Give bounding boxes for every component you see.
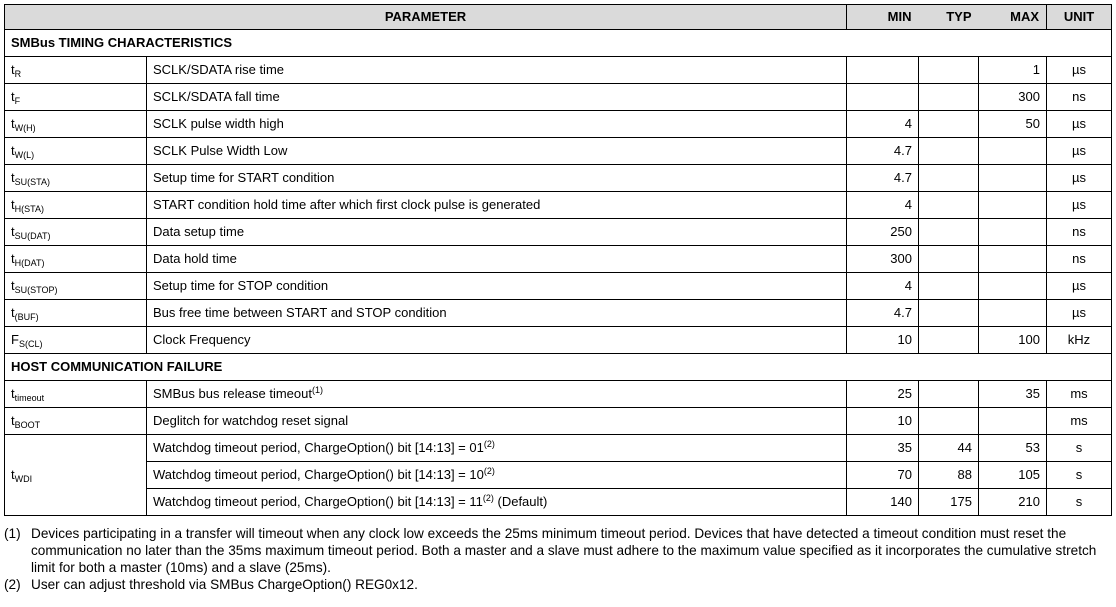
param-description — [147, 462, 847, 489]
footnote-ref: (2) — [482, 493, 494, 503]
symbol-base: t — [11, 413, 15, 428]
value-unit: ns — [1047, 84, 1112, 111]
description-text: Watchdog timeout period, ChargeOption() bit [14:13] = 10 — [153, 467, 484, 482]
footnote-text: Devices participating in a transfer will timeout when any clock low exceeds the 25ms minimum timeout period. Devices that have detected a timeout condition must reset the communication no later than the 35ms maximum timeout period. Both a master and a slave must adhere to the maximum value specified as it incorporates the cumulative stretch limit for both a master (10ms) and a slave (25ms). — [31, 526, 1097, 575]
param-symbol — [5, 300, 147, 327]
value-typ — [919, 273, 979, 300]
value-max — [979, 273, 1047, 300]
value-unit: µs — [1047, 300, 1112, 327]
description-text: Clock Frequency — [153, 332, 251, 347]
footnote-ref: (2) — [483, 466, 495, 476]
value-max: 210 — [979, 489, 1047, 516]
symbol-subscript: SU(STOP) — [14, 285, 58, 295]
table-row — [5, 192, 1112, 219]
symbol-base: t — [11, 386, 15, 401]
footnote-2 — [4, 576, 1112, 593]
param-symbol — [5, 219, 147, 246]
param-symbol — [5, 435, 147, 516]
param-symbol — [5, 138, 147, 165]
value-typ: 88 — [919, 462, 979, 489]
footnote-1 — [4, 525, 1112, 576]
value-unit: µs — [1047, 57, 1112, 84]
symbol-subscript: BOOT — [14, 420, 41, 430]
value-unit: ms — [1047, 381, 1112, 408]
footnotes — [4, 525, 1112, 593]
table-row — [5, 84, 1112, 111]
value-typ — [919, 138, 979, 165]
symbol-base: t — [11, 143, 15, 158]
param-symbol — [5, 192, 147, 219]
value-min: 70 — [847, 462, 919, 489]
value-unit: s — [1047, 435, 1112, 462]
description-text: Deglitch for watchdog reset signal — [153, 413, 349, 428]
description-text: START condition hold time after which first clock pulse is generated — [153, 197, 541, 212]
section-title: HOST COMMUNICATION FAILURE — [5, 354, 1112, 381]
symbol-base: t — [11, 116, 15, 131]
footnote-ref: (1) — [311, 385, 323, 395]
description-text: SMBus bus release timeout — [153, 386, 312, 401]
value-max: 105 — [979, 462, 1047, 489]
value-min: 4 — [847, 111, 919, 138]
symbol-subscript: S(CL) — [18, 339, 43, 349]
value-min: 4 — [847, 273, 919, 300]
value-unit: µs — [1047, 192, 1112, 219]
value-unit: kHz — [1047, 327, 1112, 354]
description-text: Watchdog timeout period, ChargeOption() bit [14:13] = 01 — [153, 440, 484, 455]
header-unit: UNIT — [1047, 5, 1112, 30]
symbol-subscript: SU(DAT) — [14, 231, 51, 241]
param-description — [147, 111, 847, 138]
value-max — [979, 192, 1047, 219]
table-row — [5, 489, 1112, 516]
section-header-row — [5, 30, 1112, 57]
table-row — [5, 408, 1112, 435]
table-row — [5, 246, 1112, 273]
value-typ — [919, 246, 979, 273]
value-unit: ns — [1047, 219, 1112, 246]
table-row — [5, 111, 1112, 138]
symbol-base: t — [11, 224, 15, 239]
header-parameter: PARAMETER — [5, 5, 847, 30]
description-text: SCLK/SDATA fall time — [153, 89, 280, 104]
section-title: SMBus TIMING CHARACTERISTICS — [5, 30, 1112, 57]
value-typ — [919, 408, 979, 435]
table-row — [5, 273, 1112, 300]
footnote-text: User can adjust threshold via SMBus ChargeOption() REG0x12. — [31, 577, 418, 592]
symbol-base: t — [11, 467, 15, 482]
value-typ — [919, 327, 979, 354]
value-unit: µs — [1047, 273, 1112, 300]
value-typ — [919, 219, 979, 246]
description-text: Data setup time — [153, 224, 245, 239]
symbol-base: t — [11, 89, 15, 104]
value-min: 250 — [847, 219, 919, 246]
symbol-subscript: H(STA) — [14, 204, 44, 214]
param-description — [147, 435, 847, 462]
value-max — [979, 165, 1047, 192]
value-min: 35 — [847, 435, 919, 462]
value-max: 53 — [979, 435, 1047, 462]
value-unit: ns — [1047, 246, 1112, 273]
table-row — [5, 165, 1112, 192]
symbol-subscript: F — [14, 96, 21, 106]
table-row — [5, 381, 1112, 408]
param-symbol — [5, 408, 147, 435]
value-unit: s — [1047, 489, 1112, 516]
value-unit: µs — [1047, 165, 1112, 192]
value-typ: 175 — [919, 489, 979, 516]
param-description — [147, 84, 847, 111]
value-unit: ms — [1047, 408, 1112, 435]
table-body — [5, 30, 1112, 516]
symbol-subscript: WDI — [14, 474, 33, 484]
value-max — [979, 408, 1047, 435]
symbol-subscript: W(L) — [14, 150, 35, 160]
param-symbol — [5, 57, 147, 84]
value-typ — [919, 300, 979, 327]
header-typ: TYP — [919, 5, 979, 30]
table-row — [5, 138, 1112, 165]
param-description — [147, 489, 847, 516]
description-text: Setup time for STOP condition — [153, 278, 329, 293]
symbol-subscript: R — [14, 69, 22, 79]
value-typ — [919, 84, 979, 111]
footnote-number: (1) — [4, 526, 21, 541]
param-description — [147, 408, 847, 435]
param-symbol — [5, 165, 147, 192]
value-typ — [919, 381, 979, 408]
param-symbol — [5, 327, 147, 354]
value-max: 50 — [979, 111, 1047, 138]
symbol-subscript: H(DAT) — [14, 258, 45, 268]
symbol-subscript: (BUF) — [14, 312, 39, 322]
symbol-base: t — [11, 197, 15, 212]
description-text: Bus free time between START and STOP condition — [153, 305, 447, 320]
symbol-base: t — [11, 305, 15, 320]
table-row — [5, 462, 1112, 489]
param-description — [147, 273, 847, 300]
value-max: 100 — [979, 327, 1047, 354]
footnote-ref: (2) — [483, 439, 495, 449]
param-description — [147, 138, 847, 165]
param-symbol — [5, 381, 147, 408]
value-typ — [919, 111, 979, 138]
symbol-subscript: W(H) — [14, 123, 36, 133]
value-min: 10 — [847, 327, 919, 354]
value-max — [979, 138, 1047, 165]
param-description — [147, 219, 847, 246]
value-typ — [919, 165, 979, 192]
value-typ: 44 — [919, 435, 979, 462]
param-description — [147, 246, 847, 273]
param-description — [147, 300, 847, 327]
param-symbol — [5, 111, 147, 138]
value-min — [847, 84, 919, 111]
table-row — [5, 300, 1112, 327]
value-typ — [919, 57, 979, 84]
param-description — [147, 57, 847, 84]
table-row — [5, 327, 1112, 354]
table-row — [5, 219, 1112, 246]
table-row — [5, 57, 1112, 84]
symbol-base: t — [11, 278, 15, 293]
table-row — [5, 435, 1112, 462]
param-description — [147, 381, 847, 408]
value-typ — [919, 192, 979, 219]
param-description — [147, 327, 847, 354]
section-header-row — [5, 354, 1112, 381]
param-symbol — [5, 246, 147, 273]
value-min: 4.7 — [847, 300, 919, 327]
value-min: 300 — [847, 246, 919, 273]
value-max — [979, 246, 1047, 273]
symbol-base: F — [11, 332, 19, 347]
table-header — [5, 5, 1112, 30]
value-max — [979, 300, 1047, 327]
param-description — [147, 165, 847, 192]
description-text: Watchdog timeout period, ChargeOption() bit [14:13] = 11 — [153, 494, 483, 509]
value-max: 300 — [979, 84, 1047, 111]
value-min: 4 — [847, 192, 919, 219]
header-min: MIN — [847, 5, 919, 30]
param-symbol — [5, 273, 147, 300]
value-max: 1 — [979, 57, 1047, 84]
symbol-base: t — [11, 170, 15, 185]
value-min: 25 — [847, 381, 919, 408]
param-symbol — [5, 84, 147, 111]
value-min: 10 — [847, 408, 919, 435]
description-text: Setup time for START condition — [153, 170, 335, 185]
param-description — [147, 192, 847, 219]
smbus-spec-table — [4, 4, 1112, 516]
value-min — [847, 57, 919, 84]
symbol-subscript: timeout — [14, 393, 45, 403]
value-min: 140 — [847, 489, 919, 516]
description-suffix: (Default) — [493, 494, 548, 509]
value-unit: s — [1047, 462, 1112, 489]
value-max: 35 — [979, 381, 1047, 408]
symbol-base: t — [11, 62, 15, 77]
description-text: SCLK pulse width high — [153, 116, 284, 131]
footnote-number: (2) — [4, 577, 21, 592]
description-text: Data hold time — [153, 251, 237, 266]
value-min: 4.7 — [847, 165, 919, 192]
value-unit: µs — [1047, 111, 1112, 138]
value-max — [979, 219, 1047, 246]
header-max: MAX — [979, 5, 1047, 30]
description-text: SCLK/SDATA rise time — [153, 62, 284, 77]
value-min: 4.7 — [847, 138, 919, 165]
symbol-base: t — [11, 251, 15, 266]
value-unit: µs — [1047, 138, 1112, 165]
description-text: SCLK Pulse Width Low — [153, 143, 288, 158]
symbol-subscript: SU(STA) — [14, 177, 50, 187]
